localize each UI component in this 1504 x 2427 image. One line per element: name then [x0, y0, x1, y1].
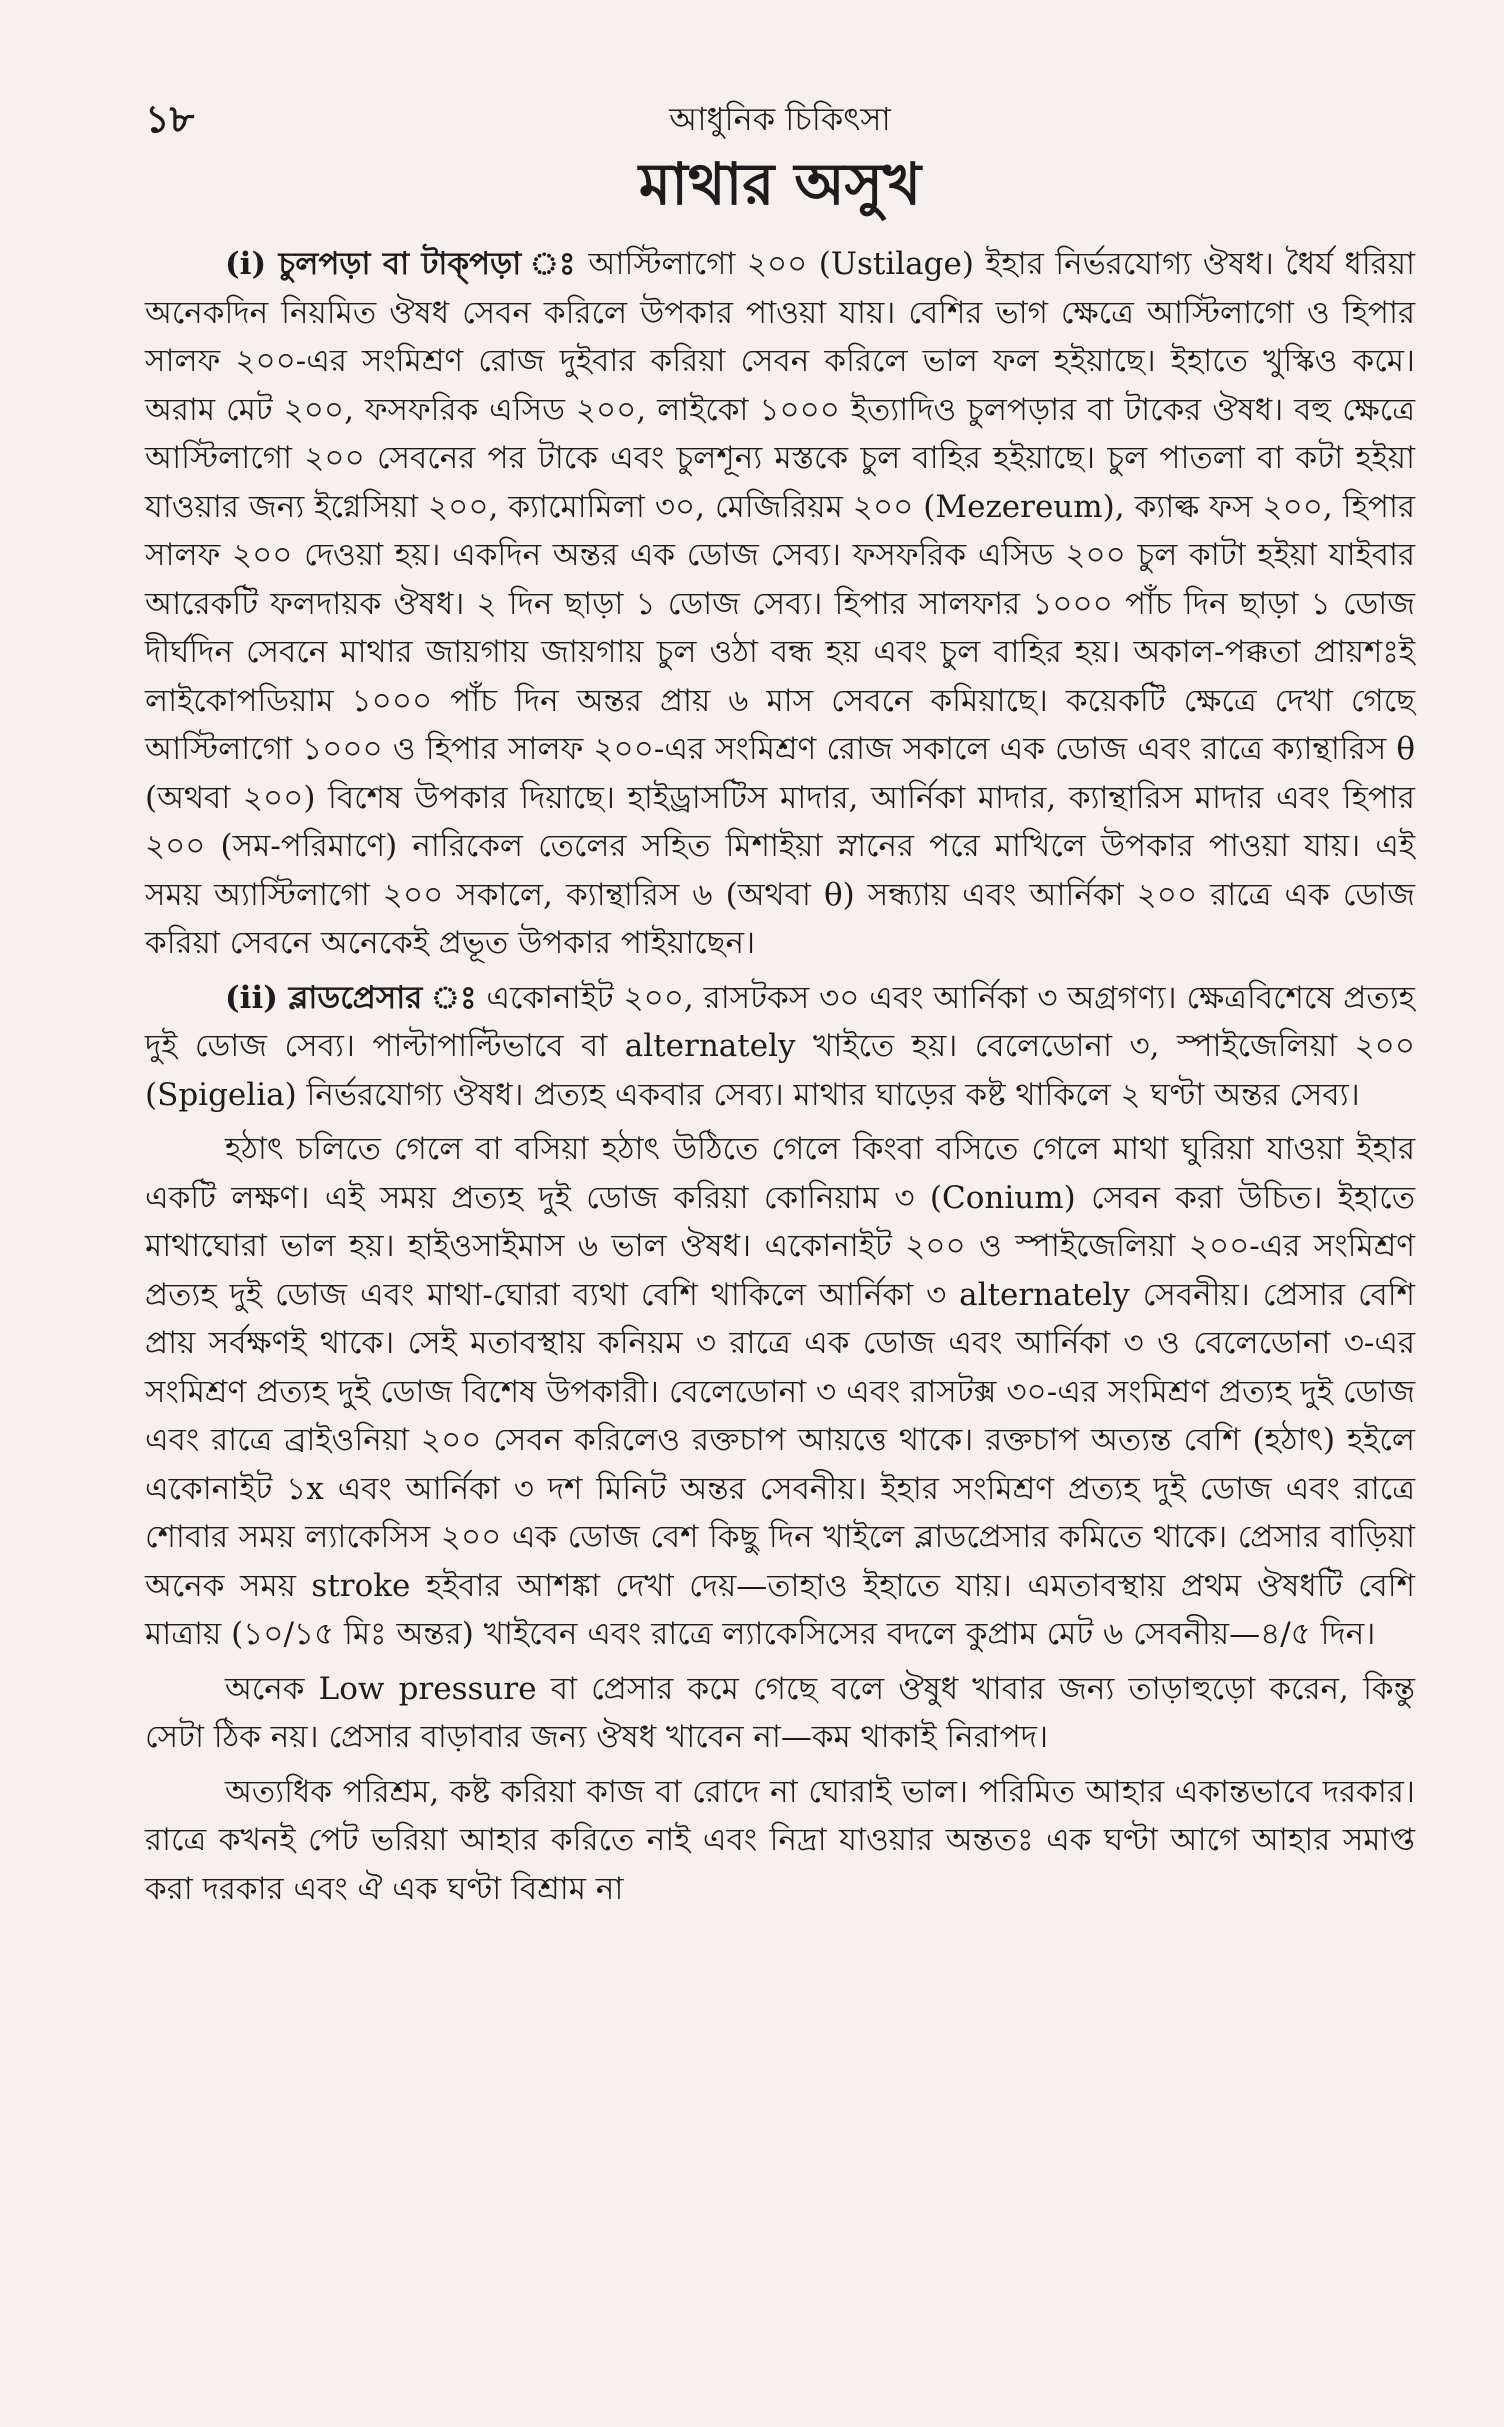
section-label-hair-loss: (i) চুলপড়া বা টাক্পড়া ঃ: [225, 246, 577, 282]
paragraph-blood-pressure: [145, 974, 1415, 1120]
page-number: ১৮: [145, 96, 195, 141]
paragraph-text: অনেক Low pressure বা প্রেসার কমে গেছে বলে ঔষুধ খাবার জন্য তাড়াহুড়ো করেন, কিন্তু সেটা ঠিক নয়। প্রেসার বাড়াবার জন্য ঔষধ খাবেন না—কম থাকাই নিরাপদ।: [145, 1670, 1415, 1755]
paragraph-text: হঠাৎ চলিতে গেলে বা বসিয়া হঠাৎ উঠিতে গেলে কিংবা বসিতে গেলে মাথা ঘুরিয়া যাওয়া ইহার একটি লক্ষণ। এই সময় প্রত্যহ দুই ডোজ করিয়া কোনিয়াম ৩ (Conium) সেবন করা উচিত। ইহাতে মাথাঘোরা ভাল হয়। হাইওসাইমাস ৬ ভাল ঔষধ। একোনাইট ২০০ ও স্পাইজেলিয়া ২০০-এর সংমিশ্রণ প্রত্যহ দুই ডোজ এবং মাথা-ঘোরা ব্যথা বেশি থাকিলে আর্নিকা ৩ alternately সেবনীয়। প্রেসার বেশি প্রায় সর্বক্ষণই থাকে। সেই মতাবস্থায় কনিয়ম ৩ রাত্রে এক ডোজ এবং আর্নিকা ৩ ও বেলেডোনা ৩-এর সংমিশ্রণ প্রত্যহ দুই ডোজ বিশেষ উপকারী। বেলেডোনা ৩ এবং রাসটক্স ৩০-এর সংমিশ্রণ প্রত্যহ দুই ডোজ এবং রাত্রে ব্রাইওনিয়া ২০০ সেবন করিলেও রক্তচাপ আয়ত্তে থাকে। রক্তচাপ অত্যন্ত বেশি (হঠাৎ) হইলে একোনাইট ১x এবং আর্নিকা ৩ দশ মিনিট অন্তর সেবনীয়। ইহার সংমিশ্রণ প্রত্যহ দুই ডোজ এবং রাত্রে শোবার সময় ল্যাকেসিস ২০০ এক ডোজ বেশ কিছু দিন খাইলে ব্লাডপ্রেসার কমিতে থাকে। প্রেসার বাড়িয়া অনেক সময় stroke হইবার আশঙ্কা দেখা দেয়—তাহাও ইহাতে যায়। এমতাবস্থায় প্রথম ঔষধটি বেশি মাত্রায় (১০/১৫ মিঃ অন্তর) খাইবেন এবং রাত্রে ল্যাকেসিসের বদলে কুপ্রাম মেট ৬ সেবনীয়—৪/৫ দিন।: [145, 1131, 1415, 1652]
page-header: [145, 90, 1415, 140]
paragraph-text: অত্যধিক পরিশ্রম, কষ্ট করিয়া কাজ বা রোদে না ঘোরাই ভাল। পরিমিত আহার একান্তভাবে দরকার। রাত্রে কখনই পেট ভরিয়া আহার করিতে নাই এবং নিদ্রা যাওয়ার অন্ততঃ এক ঘণ্টা আগে আহার সমাপ্ত করা দরকার এবং ঐ এক ঘণ্টা বিশ্রাম না: [145, 1773, 1415, 1907]
paragraph-text: আস্টিলাগো ২০০ (Ustilage) ইহার নির্ভরযোগ্য ঔষধ। ধৈর্য ধরিয়া অনেকদিন নিয়মিত ঔষধ সেবন করিলে উপকার পাওয়া যায়। বেশির ভাগ ক্ষেত্রে আস্টিলাগো ও হিপার সালফ ২০০-এর সংমিশ্রণ রোজ দুইবার করিয়া সেবন করিলে ভাল ফল হইয়াছে। ইহাতে খুস্কিও কমে। অরাম মেট ২০০, ফসফরিক এসিড ২০০, লাইকো ১০০০ ইত্যাদিও চুলপড়ার বা টাকের ঔষধ। বহু ক্ষেত্রে আস্টিলাগো ২০০ সেবনের পর টাকে এবং চুলশূন্য মস্তকে চুল বাহির হইয়াছে। চুল পাতলা বা কটা হইয়া যাওয়ার জন্য ইগ্নেসিয়া ২০০, ক্যামোমিলা ৩০, মেজিরিয়ম ২০০ (Mezereum), ক্যাল্ক ফস ২০০, হিপার সালফ ২০০ দেওয়া হয়। একদিন অন্তর এক ডোজ সেব্য। ফসফরিক এসিড ২০০ চুল কাটা হইয়া যাইবার আরেকটি ফলদায়ক ঔষধ। ২ দিন ছাড়া ১ ডোজ সেব্য। হিপার সালফার ১০০০ পাঁচ দিন ছাড়া ১ ডোজ দীর্ঘদিন সেবনে মাথার জায়গায় জায়গায় চুল ওঠা বন্ধ হয় এবং চুল বাহির হয়। অকাল-পক্কতা প্রায়শঃই লাইকোপডিয়াম ১০০০ পাঁচ দিন অন্তর প্রায় ৬ মাস সেবনে কমিয়াছে। কয়েকটি ক্ষেত্রে দেখা গেছে আস্টিলাগো ১০০০ ও হিপার সালফ ২০০-এর সংমিশ্রণ রোজ সকালে এক ডোজ এবং রাত্রে ক্যান্থারিস θ (অথবা ২০০) বিশেষ উপকার দিয়াছে। হাইড্রাসটিস মাদার, আর্নিকা মাদার, ক্যান্থারিস মাদার এবং হিপার ২০০ (সম-পরিমাণে) নারিকেল তেলের সহিত মিশাইয়া স্নানের পরে মাখিলে উপকার পাওয়া যায়। এই সময় অ্যাস্টিলাগো ২০০ সকালে, ক্যান্থারিস ৬ (অথবা θ) সন্ধ্যায় এবং আর্নিকা ২০০ রাত্রে এক ডোজ করিয়া সেবনে অনেকেই প্রভূত উপকার পাইয়াছেন।: [145, 246, 1415, 961]
body-text: [145, 240, 1415, 1919]
paragraph-diet-advice: [145, 1768, 1415, 1914]
paragraph-low-pressure: [145, 1665, 1415, 1762]
paragraph-hair-loss: [145, 240, 1415, 968]
paragraph-text: একোনাইট ২০০, রাসটকস ৩০ এবং আর্নিকা ৩ অগ্রগণ্য। ক্ষেত্রবিশেষে প্রত্যহ দুই ডোজ সেব্য। পাল্টাপাল্টিভাবে বা alternately খাইতে হয়। বেলেডোনা ৩, স্পাইজেলিয়া ২০০ (Spigelia) নির্ভরযোগ্য ঔষধ। প্রত্যহ একবার সেব্য। মাথার ঘাড়ের কষ্ট থাকিলে ২ ঘণ্টা অন্তর সেব্য।: [145, 979, 1415, 1113]
section-label-blood-pressure: (ii) ব্লাডপ্রেসার ঃ: [225, 979, 477, 1016]
chapter-title: মাথার অসুখ: [638, 150, 922, 218]
running-title: আধুনিক চিকিৎসা: [669, 100, 891, 138]
paragraph-dizziness: [145, 1125, 1415, 1659]
